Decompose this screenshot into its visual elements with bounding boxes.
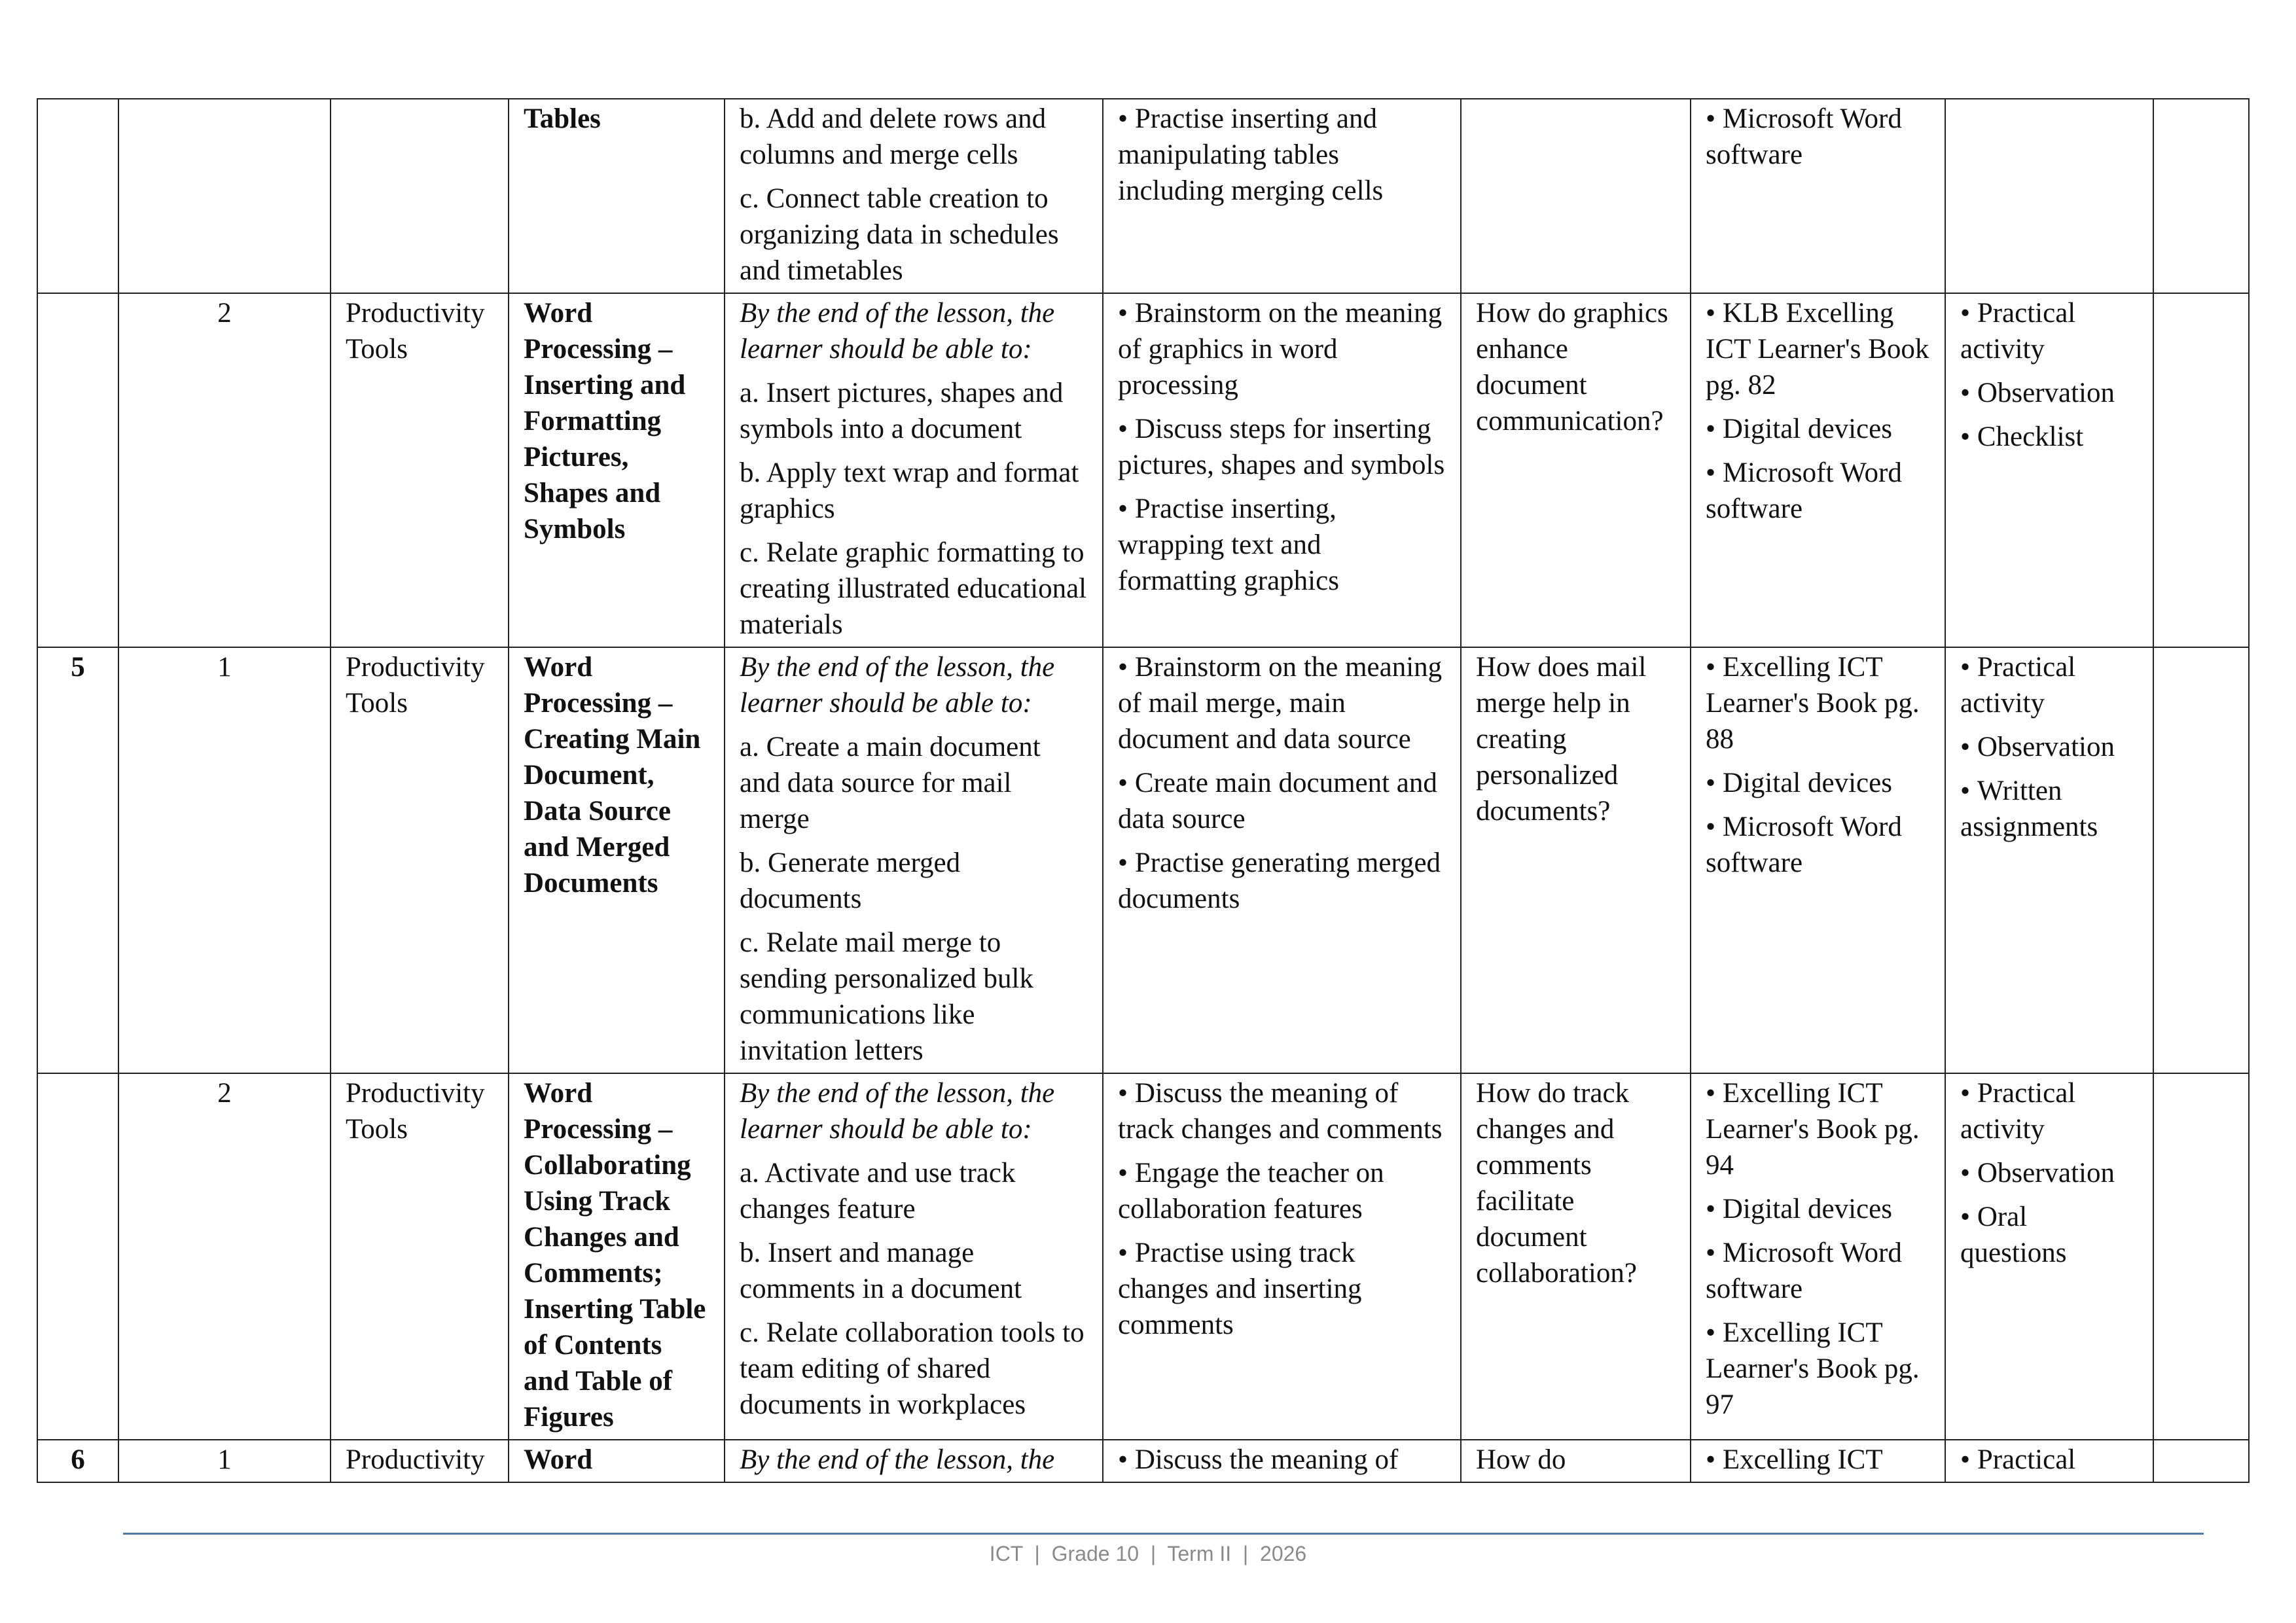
experience-item: • Practise using track changes and inserting comments (1118, 1235, 1446, 1343)
outcome-item: a. Activate and use track changes feature (740, 1158, 1016, 1224)
table-row (37, 99, 2249, 293)
footer-subject: ICT (989, 1542, 1023, 1565)
outcome-item: c. Relate collaboration tools to team editing of shared documents in workplaces (740, 1317, 1085, 1420)
experience-item: • Discuss the meaning of (1118, 1442, 1446, 1478)
learning-outcomes-cell (725, 647, 1103, 1073)
learning-resources-cell (1691, 293, 1945, 647)
key-inquiry-question-cell: How do (1461, 1440, 1691, 1482)
resource-item: • Excelling ICT Learner's Book pg. 97 (1706, 1315, 1930, 1423)
resource-item: • Microsoft Word software (1706, 455, 1930, 527)
experience-item: • Engage the teacher on collaboration features (1118, 1155, 1446, 1227)
learning-experiences-cell (1103, 99, 1461, 293)
outcome-item: a. Create a main document and data source for mail merge (740, 732, 1041, 834)
table-row (37, 1073, 2249, 1440)
learning-experiences-cell (1103, 647, 1461, 1073)
outcome-item: b. Insert and manage comments in a document (740, 1238, 1022, 1304)
outcome-item: a. Insert pictures, shapes and symbols into a document (740, 378, 1064, 444)
assessment-item: • Observation (1960, 729, 2138, 765)
outcome-item: c. Connect table creation to organizing data in schedules and timetables (740, 183, 1059, 286)
outcome-item: b. Add and delete rows and columns and merge cells (740, 103, 1047, 170)
experience-item: • Brainstorm on the meaning of graphics in word processing (1118, 295, 1446, 403)
footer-term: Term II (1167, 1542, 1232, 1565)
learning-outcomes-cell (725, 1440, 1103, 1482)
learning-outcomes-cell (725, 1073, 1103, 1440)
outcomes-intro: By the end of the lesson, the (740, 1444, 1055, 1475)
experience-item: • Brainstorm on the meaning of mail merge, main document and data source (1118, 649, 1446, 757)
week-cell (37, 99, 118, 293)
learning-experiences-cell (1103, 1440, 1461, 1482)
sub-strand-cell: Word Processing – Inserting and Formatting Pictures, Shapes and Symbols (509, 293, 725, 647)
lesson-cell (118, 99, 331, 293)
resource-item: • Digital devices (1706, 765, 1930, 801)
footer-separator: | (1034, 1542, 1040, 1565)
remarks-cell (2153, 1440, 2249, 1482)
resource-item: • Excelling ICT (1706, 1442, 1930, 1478)
resource-item: • Excelling ICT Learner's Book pg. 94 (1706, 1075, 1930, 1183)
experience-item: • Practise generating merged documents (1118, 845, 1446, 917)
learning-resources-cell (1691, 1073, 1945, 1440)
assessment-cell (1945, 1073, 2153, 1440)
resource-item: • Digital devices (1706, 1191, 1930, 1227)
resource-item: • KLB Excelling ICT Learner's Book pg. 82 (1706, 295, 1930, 403)
experience-item: • Practise inserting, wrapping text and formatting graphics (1118, 491, 1446, 599)
footer-separator: | (1150, 1542, 1157, 1565)
experience-item: • Create main document and data source (1118, 765, 1446, 837)
strand-cell (331, 99, 509, 293)
resource-item: • Microsoft Word software (1706, 809, 1930, 881)
assessment-item: • Written assignments (1960, 773, 2138, 845)
learning-resources-cell (1691, 99, 1945, 293)
strand-cell: Productivity Tools (331, 1073, 509, 1440)
lesson-cell: 2 (118, 1073, 331, 1440)
resource-item: • Digital devices (1706, 411, 1930, 447)
assessment-item: • Practical activity (1960, 1075, 2138, 1147)
lesson-cell: 1 (118, 1440, 331, 1482)
assessment-item: • Observation (1960, 1155, 2138, 1191)
assessment-cell (1945, 293, 2153, 647)
assessment-item: • Observation (1960, 375, 2138, 411)
footer-year: 2026 (1260, 1542, 1307, 1565)
assessment-cell (1945, 1440, 2153, 1482)
week-cell (37, 293, 118, 647)
table-row (37, 293, 2249, 647)
resource-item: • Excelling ICT Learner's Book pg. 88 (1706, 649, 1930, 757)
outcomes-intro: By the end of the lesson, the learner should be able to: (740, 298, 1055, 365)
sub-strand-cell: Word (509, 1440, 725, 1482)
week-cell: 5 (37, 647, 118, 1073)
assessment-item: • Practical activity (1960, 295, 2138, 367)
experience-item: • Discuss steps for inserting pictures, shapes and symbols (1118, 411, 1446, 483)
remarks-cell (2153, 647, 2249, 1073)
lesson-cell: 1 (118, 647, 331, 1073)
learning-experiences-cell (1103, 293, 1461, 647)
sub-strand-cell: Word Processing – Collaborating Using Track Changes and Comments; Inserting Table of Contents and Table of Figures (509, 1073, 725, 1440)
lesson-cell: 2 (118, 293, 331, 647)
outcome-item: c. Relate graphic formatting to creating illustrated educational materials (740, 537, 1087, 640)
week-cell (37, 1073, 118, 1440)
experience-item: • Practise inserting and manipulating tables including merging cells (1118, 101, 1446, 209)
learning-outcomes-cell (725, 293, 1103, 647)
remarks-cell (2153, 99, 2249, 293)
sub-strand-cell: Tables (509, 99, 725, 293)
assessment-cell (1945, 99, 2153, 293)
outcome-item: c. Relate mail merge to sending personalized bulk communications like invitation letters (740, 927, 1034, 1066)
remarks-cell (2153, 293, 2249, 647)
outcomes-intro: By the end of the lesson, the learner should be able to: (740, 652, 1055, 719)
outcomes-intro: By the end of the lesson, the learner should be able to: (740, 1078, 1055, 1145)
experience-item: • Discuss the meaning of track changes and comments (1118, 1075, 1446, 1147)
remarks-cell (2153, 1073, 2249, 1440)
learning-resources-cell (1691, 1440, 1945, 1482)
key-inquiry-question-cell (1461, 99, 1691, 293)
assessment-cell (1945, 647, 2153, 1073)
assessment-item: • Practical (1960, 1442, 2138, 1478)
sub-strand-cell: Word Processing – Creating Main Document, Data Source and Merged Documents (509, 647, 725, 1073)
footer-rule (123, 1533, 2204, 1535)
strand-cell: Productivity Tools (331, 293, 509, 647)
key-inquiry-question-cell: How does mail merge help in creating personalized documents? (1461, 647, 1691, 1073)
key-inquiry-question-cell: How do graphics enhance document communication? (1461, 293, 1691, 647)
outcome-item: b. Generate merged documents (740, 847, 961, 914)
strand-cell: Productivity (331, 1440, 509, 1482)
resource-item: • Microsoft Word software (1706, 101, 1930, 173)
scheme-of-work-table (37, 98, 2250, 1483)
week-cell: 6 (37, 1440, 118, 1482)
assessment-item: • Practical activity (1960, 649, 2138, 721)
learning-resources-cell (1691, 647, 1945, 1073)
footer-grade: Grade 10 (1051, 1542, 1139, 1565)
learning-outcomes-cell (725, 99, 1103, 293)
page-footer (0, 1542, 2296, 1566)
strand-cell: Productivity Tools (331, 647, 509, 1073)
resource-item: • Microsoft Word software (1706, 1235, 1930, 1307)
key-inquiry-question-cell: How do track changes and comments facilitate document collaboration? (1461, 1073, 1691, 1440)
footer-separator: | (1242, 1542, 1249, 1565)
assessment-item: • Oral questions (1960, 1199, 2138, 1271)
table-row (37, 647, 2249, 1073)
outcome-item: b. Apply text wrap and format graphics (740, 457, 1079, 524)
learning-experiences-cell (1103, 1073, 1461, 1440)
assessment-item: • Checklist (1960, 419, 2138, 455)
table-row (37, 1440, 2249, 1482)
